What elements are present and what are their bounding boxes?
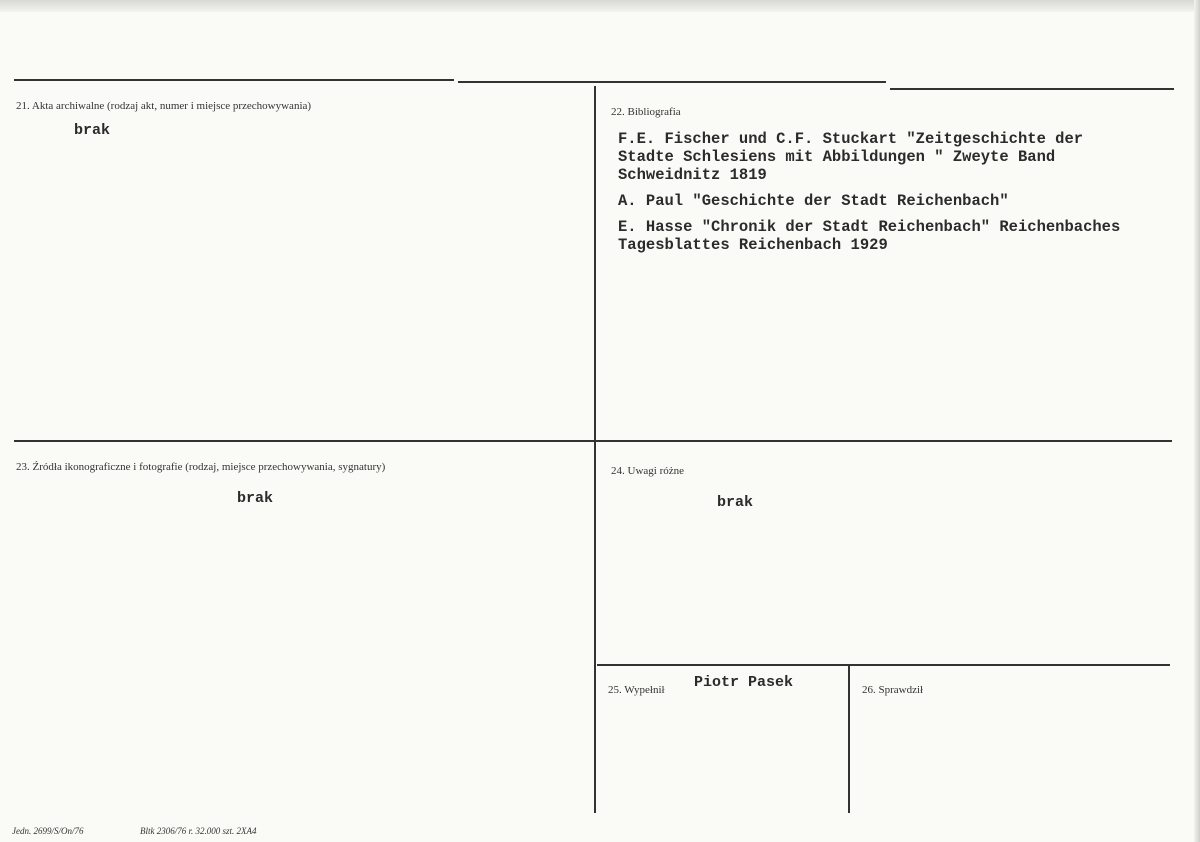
paper-edge-top	[0, 0, 1200, 12]
bibliography-line: Stadte Schlesiens mit Abbildungen " Zweyte Band	[618, 148, 1056, 166]
field-23-label: 23. Źródła ikonograficzne i fotografie (rodzaj, miejsce przechowywania, sygnatury)	[16, 461, 386, 473]
field-21-label: 21. Akta archiwalne (rodzaj akt, numer i miejsce przechowywania)	[16, 100, 312, 112]
top-rule-right	[890, 88, 1174, 90]
footer-print-run: Bltk 2306/76 r. 32.000 szt. 2XA4	[140, 826, 257, 836]
bibliography-line: Schweidnitz 1819	[618, 166, 767, 184]
footer-print-code: Jedn. 2699/S/On/76	[12, 826, 84, 836]
center-divider	[594, 86, 596, 813]
top-rule-left	[14, 79, 454, 81]
field-26-label: 26. Sprawdził	[862, 684, 924, 696]
bibliography-line: F.E. Fischer und C.F. Stuckart "Zeitgeschichte der	[618, 130, 1084, 148]
bibliography-list	[618, 130, 1188, 262]
field-22-label: 22. Bibliografia	[611, 106, 681, 118]
bibliography-line: E. Hasse "Chronik der Stadt Reichenbach" Reichenbaches	[618, 218, 1121, 236]
signature-rule	[597, 664, 1170, 666]
bibliography-line: Tagesblattes Reichenbach 1929	[618, 236, 888, 254]
bibliography-entry	[618, 218, 1188, 254]
field-25-label: 25. Wypełnił	[608, 684, 665, 696]
bibliography-entry	[618, 130, 1188, 184]
field-23-value: brak	[237, 490, 274, 507]
middle-rule	[14, 440, 1172, 442]
bibliography-entry	[618, 192, 1188, 210]
field-25-value: Piotr Pasek	[694, 674, 794, 691]
top-rule-mid	[458, 81, 886, 83]
field-21-value: brak	[74, 122, 111, 139]
field-24-value: brak	[717, 494, 754, 511]
signature-divider	[848, 666, 850, 813]
field-24-label: 24. Uwagi różne	[611, 465, 685, 477]
bibliography-line: A. Paul "Geschichte der Stadt Reichenbach"	[618, 192, 1009, 210]
paper-edge-right	[1194, 0, 1200, 842]
